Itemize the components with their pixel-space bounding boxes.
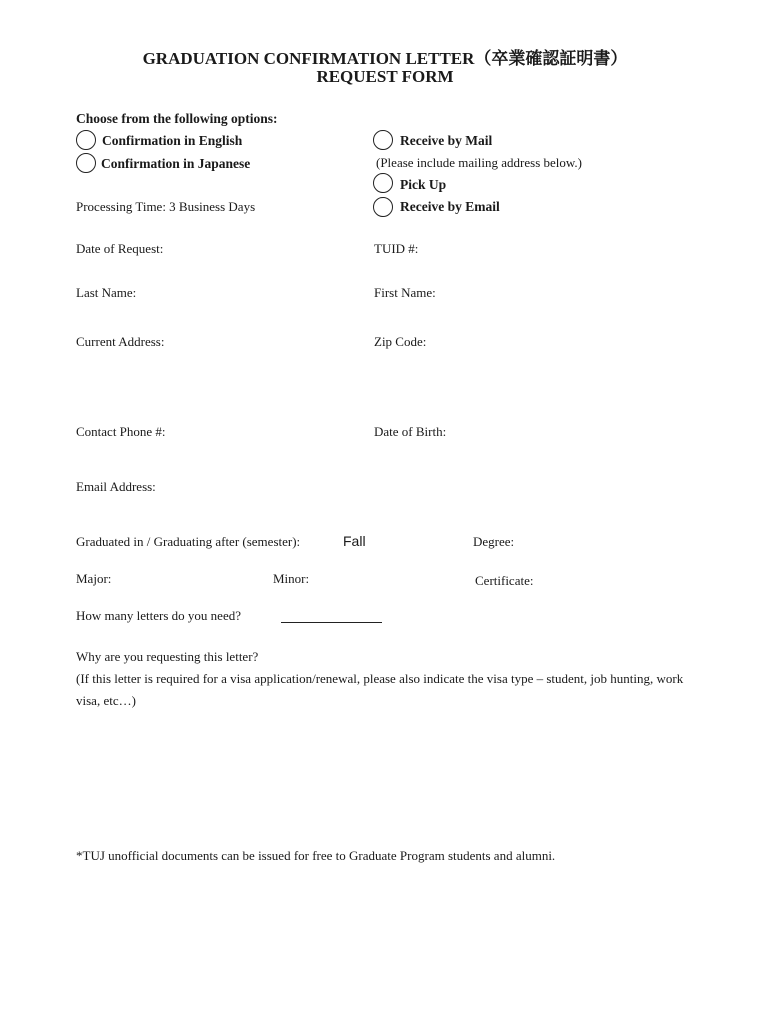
options-heading: Choose from the following options: — [76, 111, 278, 126]
zip-code-label: Zip Code: — [374, 334, 427, 349]
major-label: Major: — [76, 571, 112, 586]
footer-note: *TUJ unofficial documents can be issued for free to Graduate Program students and alumni. — [76, 848, 556, 863]
letters-needed-label: How many letters do you need? — [76, 608, 241, 623]
email-radio[interactable] — [373, 197, 393, 217]
graduated-value[interactable]: Fall — [343, 533, 366, 549]
certificate-label: Certificate: — [475, 573, 534, 588]
pickup-option-label: Pick Up — [400, 177, 447, 192]
why-note: (If this letter is required for a visa application/renewal, please also indicate the visa type – student, job hunting, work visa, etc…) — [76, 671, 684, 708]
contact-phone-label: Contact Phone #: — [76, 424, 166, 439]
pickup-radio[interactable] — [373, 173, 393, 193]
letters-needed-line[interactable] — [281, 622, 382, 623]
form-title-line2: REQUEST FORM — [316, 67, 454, 86]
email-address-label: Email Address: — [76, 479, 156, 494]
mail-radio[interactable] — [373, 130, 393, 150]
email-option-label: Receive by Email — [400, 199, 500, 214]
minor-label: Minor: — [273, 571, 310, 586]
mail-option-label: Receive by Mail — [400, 133, 493, 148]
current-address-label: Current Address: — [76, 334, 165, 349]
date-of-request-label: Date of Request: — [76, 241, 164, 256]
graduated-label: Graduated in / Graduating after (semester): — [76, 534, 301, 549]
last-name-label: Last Name: — [76, 285, 137, 300]
degree-label: Degree: — [473, 534, 515, 549]
date-of-birth-label: Date of Birth: — [374, 424, 447, 439]
form-title-line1: GRADUATION CONFIRMATION LETTER（卒業確認証明書） — [142, 49, 628, 68]
japanese-radio[interactable] — [76, 153, 96, 173]
english-radio[interactable] — [76, 130, 96, 150]
english-option-label: Confirmation in English — [102, 133, 243, 148]
first-name-label: First Name: — [374, 285, 436, 300]
japanese-option-label: Confirmation in Japanese — [101, 156, 251, 171]
mail-note: (Please include mailing address below.) — [376, 155, 583, 170]
processing-time: Processing Time: 3 Business Days — [76, 199, 256, 214]
why-label: Why are you requesting this letter? — [76, 649, 259, 664]
tuid-label: TUID #: — [374, 241, 419, 256]
